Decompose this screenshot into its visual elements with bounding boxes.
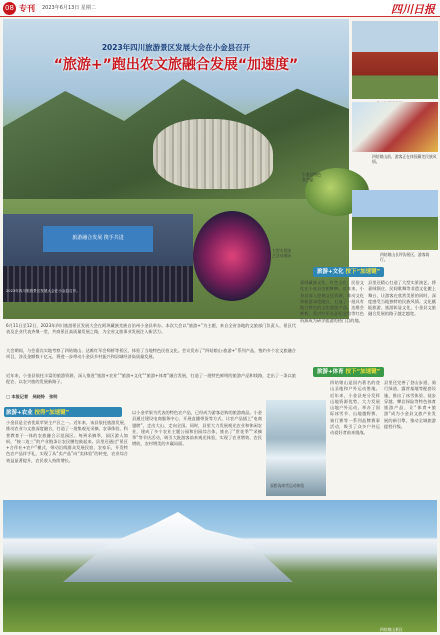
conference-screen xyxy=(43,226,153,252)
ice-caption: 双桥沟冰雪运动体验 xyxy=(270,483,305,488)
cycling-photo xyxy=(352,190,438,250)
page-header xyxy=(0,0,440,17)
section-title-highlight: 按得“加速键” xyxy=(34,410,70,416)
section-title-prefix: 旅游+农业 xyxy=(6,410,33,416)
culture-column-2: 县里还精心打造了大型实景演艺，将嘉绒锅庄、民间歌舞等非遗文化搬上舞台，让游客在欣赏美景的同时，深度感受当地独特的民族风情。文化赋能旅游，旅游彰显文化，小金县文旅融合发展的路子越走越宽。 xyxy=(368,280,436,317)
issue-date: 2023年6月13日 星期二 xyxy=(42,5,96,11)
snow-mountain-panorama xyxy=(3,500,437,632)
sports-column-2: 县里还完善了登山步道、骑行绿道、露营基地等配套设施，推出了冰雪体验、徒步穿越、攀岩探险等特色体育旅游产品，让“体育+旅游”成为小金县文旅产业发展的新引擎，推动全域旅游提档升级。 xyxy=(384,380,436,430)
culture-title-highlight: 按下“加速键” xyxy=(345,269,381,275)
kicker-title: 2023年四川旅游景区发展大会在小金县召开 xyxy=(101,43,251,52)
main-headline: “旅游+”跑出农文旅融合发展“加速度” xyxy=(53,57,299,73)
intro-paragraph-3: 近年来，小金县依托丰富的旅游资源，深入推进“旅游+农业”“旅游+文化”“旅游+体育”融合发展，打造了一批特色鲜明的旅游产品和线路，走出了一条以旅促农、以农兴旅的发展新路子。 xyxy=(6,373,296,385)
stage-caption: 大型实景演艺活动现场 xyxy=(272,248,291,258)
sports-title-prefix: 旅游+体育 xyxy=(317,369,344,375)
culture-column-1: 嘉绒藏族文化、红色文化、民俗文化在小金县交相辉映。近年来，小金县深入挖掘文化资源，推动文化和旅游深度融合，打造了一批具有地方特色的文化旅游产品。达维会师桥、美兴红军长征纪念馆等红色资源成为研学旅游的热门目的地。 xyxy=(300,280,364,323)
panorama-caption: 四姑娘山景区 xyxy=(380,627,403,632)
agri-column-2: 以小金苹果为代表的特色农产品，已经成为游客必购的旅游商品。小金县通过建设电商服务中心、开展直播带货等方式，让农产品插上“电商翅膀”，走出大山、走向全国。同时，县里大力发展观光农业和休闲农业，建成了多个农业主题公园和田园综合体，推出了“赏花季”“采摘季”等节庆活动，吸引大批游客前来观光体验，实现了农业增效、农民增收、农村增美的多赢局面。 xyxy=(132,410,262,447)
culture-title-prefix: 旅游+文化 xyxy=(317,269,344,275)
section-title-sports xyxy=(313,367,384,377)
section-label: 专刊 xyxy=(19,4,35,13)
town-aerial-view xyxy=(153,119,273,189)
ice-climbing-photo xyxy=(266,400,326,496)
sports-column-1: 四姑娘山是国内著名的登山圣地和户外运动胜地。近年来，小金县充分发挥山地资源优势，大力发展山地户外运动，举办了国际冰雪节、山地越野赛、骑行赛等一系列品牌赛事活动，吸引了众多户外运动爱好者前来挑战。 xyxy=(330,380,380,436)
page-number: 08 xyxy=(3,2,16,15)
produce-caption: 小金县特色农产品 xyxy=(302,172,321,182)
snow-peak xyxy=(63,512,293,582)
folk-dance-photo xyxy=(352,102,438,152)
sports-title-highlight: 按下“加速键” xyxy=(345,369,381,375)
cycling-caption: 四姑娘山长坪沟景区，游客骑行。 xyxy=(380,252,430,262)
temple-photo xyxy=(352,21,438,99)
newspaper-logo: 四川日报 xyxy=(391,3,435,16)
audience-seats xyxy=(3,266,193,302)
intro-paragraph-2: 大会期间，与会嘉宾实地考察了四姑娘山、达维红军会师桥等景区，体验了当地特色民俗文化。会议发布了“四姑娘山·旅游+”系列产品，签约多个农文旅融合项目，涉及金额数十亿元，将进一步带动小金县乡村振兴和县域经济高质量发展。 xyxy=(6,348,296,360)
section-title-agriculture xyxy=(6,408,69,416)
screen-text: 旅游融合发展 携手共进 xyxy=(72,235,124,241)
stage-performance-photo xyxy=(193,211,271,301)
dance-caption: 四姑娘山前，游客正在体验藏羌民族风情。 xyxy=(372,154,437,164)
agri-column-1: 小金县是全省优质苹果主产区之一。近年来，该县依托旅游发展，推动农业与文旅深度融合，打造了一批集观光采摘、农事体验、科普教育于一体的农旅融合示范园区。每到采摘季，园区游人如织，“接二连三”的产业链条让农民腰包鼓起来。县里还通过“景区+合作社+农户”模式，带动沿线群众发展民宿、农家乐，开发特色农产品伴手礼，实现了从“卖产品”向“卖体验”的转变，农业综合效益显著提升，农民收入持续增长。 xyxy=(6,420,128,463)
byline: □ 本报记者 吴晓铃 张明 xyxy=(6,394,58,399)
hero-caption: 2023年四川旅游景区发展大会在小金县召开。 xyxy=(6,289,80,293)
hero-photo-montage xyxy=(3,19,349,319)
section-title-culture xyxy=(313,267,384,277)
intro-paragraph-1: 6月11日至12日，2023年四川旅游景区发展大会在阿坝藏族羌族自治州小金县举办。本次大会以“旅游+”为主题，来自全省各地的文旅部门负责人、景区代表及企业代表齐聚一堂，共商景区高质量发展之路，为全省文旅事业发展注入新活力。 xyxy=(6,323,296,335)
